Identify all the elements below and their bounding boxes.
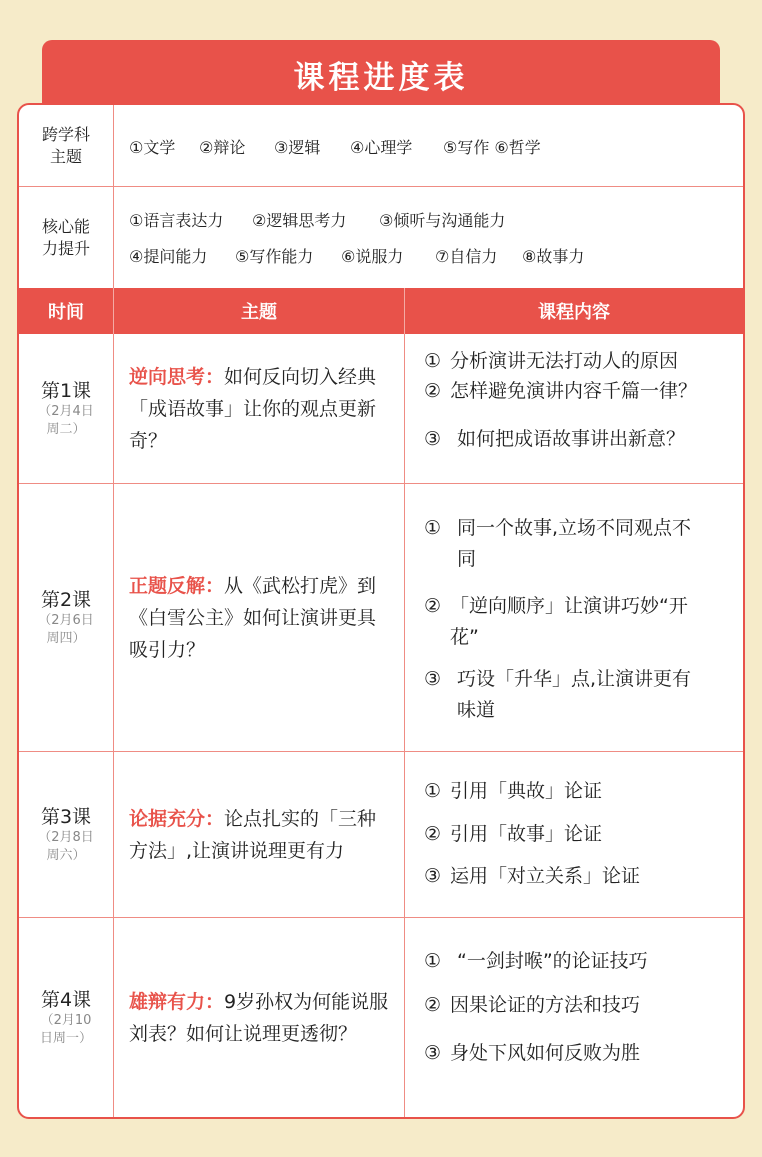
- topic-keyword: 正题反解：: [129, 574, 225, 597]
- subject-item: ④心理学: [350, 138, 413, 157]
- table-row: [19, 483, 743, 751]
- content-item: ③ 运用「对立关系」论证: [424, 865, 641, 887]
- content-item: ① 分析演讲无法打动人的原因: [424, 350, 679, 372]
- content-item: ① “一剑封喉”的论证技巧: [424, 950, 648, 972]
- lesson-topic: 雄辩有力：9岁孙权为何能说服刘表？如何让说理更透彻？: [129, 990, 389, 1045]
- ability-item: ⑥说服力: [341, 247, 404, 266]
- topic-keyword: 雄辩有力：: [129, 990, 225, 1013]
- content-item: ① 引用「典故」论证: [424, 780, 603, 802]
- table-header: [19, 288, 743, 334]
- schedule-card: [17, 103, 745, 1119]
- content-item: ② 「逆向顺序」让演讲巧妙“开花”: [424, 595, 688, 648]
- ability-item: ④提问能力: [129, 247, 208, 266]
- info-label: 跨学科主题: [19, 105, 114, 186]
- topic-keyword: 论据充分：: [129, 807, 225, 830]
- header-content: 课程内容: [538, 302, 610, 323]
- lesson-date: （2月10日周一）: [39, 1012, 92, 1046]
- lesson-topic: 正题反解：从《武松打虎》到《白雪公主》如何让演讲更具吸引力？: [129, 574, 377, 661]
- info-row-abilities: [19, 186, 743, 288]
- header-time: 时间: [19, 288, 114, 334]
- content-item: ② 怎样避免演讲内容千篇一律？: [424, 380, 698, 402]
- header-topic: 主题: [114, 288, 405, 334]
- lesson-name: 第2课: [40, 588, 92, 611]
- lesson-date: （2月4日周二）: [38, 403, 94, 437]
- subject-item: ⑤写作 ⑥哲学: [443, 138, 541, 157]
- content-item: ③ 如何把成语故事讲出新意？: [424, 428, 686, 450]
- content-item: ③ 巧设「升华」点,让演讲更有味道: [424, 668, 692, 721]
- subject-item: ②辩论: [199, 138, 246, 157]
- table-row: [19, 334, 743, 483]
- lesson-topic: 论据充分：论点扎实的「三种方法」,让演讲说理更有力: [129, 807, 377, 862]
- content-item: ② 因果论证的方法和技巧: [424, 994, 641, 1016]
- ability-item: ①语言表达力: [129, 211, 224, 230]
- content-item: ③ 身处下风如何反败为胜: [424, 1042, 641, 1064]
- ability-item: ⑤写作能力: [235, 247, 314, 266]
- lesson-name: 第4课: [40, 988, 92, 1011]
- topic-keyword: 逆向思考：: [129, 365, 225, 388]
- lesson-date: （2月8日周六）: [38, 829, 94, 863]
- content-item: ① 同一个故事,立场不同观点不同: [424, 517, 692, 570]
- lesson-topic: 逆向思考：如何反向切入经典「成语故事」让你的观点更新奇？: [129, 365, 377, 452]
- subject-item: ①文学: [129, 138, 176, 157]
- ability-item: ⑦自信力: [435, 247, 498, 266]
- ability-item: ⑧故事力: [522, 247, 585, 266]
- info-label: 核心能力提升: [19, 187, 114, 288]
- content-item: ② 引用「故事」论证: [424, 823, 603, 845]
- lesson-name: 第3课: [40, 805, 92, 828]
- table-row: [19, 751, 743, 917]
- page-title: 课程进度表: [42, 40, 720, 108]
- ability-item: ③倾听与沟通能力: [379, 211, 506, 230]
- subject-item: ③逻辑: [274, 138, 321, 157]
- info-row-subjects: [19, 105, 743, 186]
- lesson-date: （2月6日周四）: [38, 612, 94, 646]
- table-row: [19, 917, 743, 1117]
- ability-item: ②逻辑思考力: [252, 211, 347, 230]
- lesson-name: 第1课: [40, 379, 92, 402]
